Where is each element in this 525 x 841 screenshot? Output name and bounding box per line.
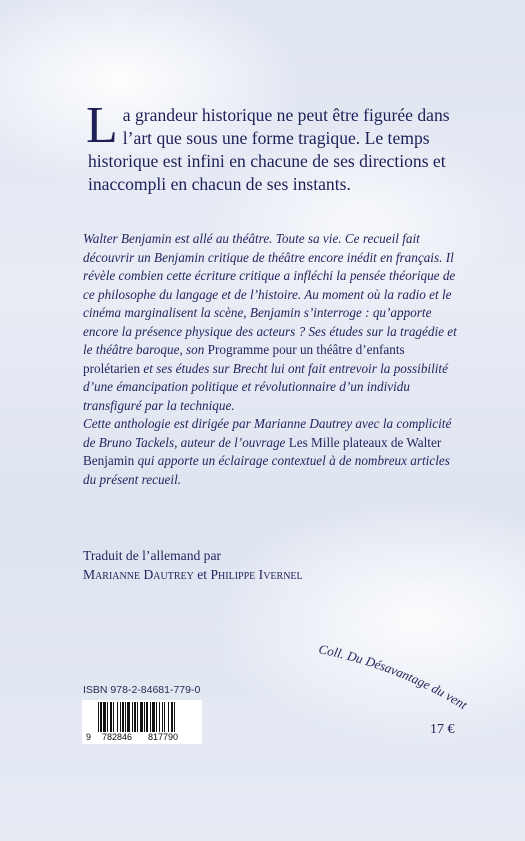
svg-text:Coll. Du Désavantage du vent — [317, 641, 470, 712]
barcode-bar — [146, 702, 148, 732]
work-title-programme: Programme pour un théâtre d’enfants prolétarien — [83, 342, 405, 376]
collection-arc-text — [300, 625, 500, 725]
book-description — [83, 230, 465, 489]
barcode-bar — [137, 702, 138, 732]
barcode-bar — [134, 702, 136, 732]
barcode-bar — [122, 702, 124, 732]
isbn-label: ISBN 978-2-84681-779-0 — [83, 684, 201, 696]
collection-label: Coll. Du Désavantage du vent — [317, 641, 471, 713]
epigraph-text: a grandeur historique ne peut être figurée dans l’art que sous une forme tragique. Le temps historique est infini en chacune de ses directions et inaccompli en chacun de ses instants. — [88, 105, 450, 194]
barcode-bar — [168, 702, 169, 732]
barcode-bar — [125, 702, 126, 732]
barcode-bar — [162, 702, 163, 732]
barcode-bar — [103, 702, 106, 732]
barcode-bars — [98, 702, 190, 732]
barcode-bar — [110, 702, 112, 732]
translated-from-label: Traduit de l’allemand par — [83, 548, 222, 563]
barcode-bar — [164, 702, 165, 732]
translators: Marianne Dautrey et Philippe Ivernel — [83, 567, 303, 582]
description-paragraph-1: Walter Benjamin est allé au théâtre. Toute sa vie. Ce recueil fait découvrir un Benjamin critique de théâtre encore inédit en français. Il révèle combien cette écriture critique a infléchi la pensée théorique de ce philosophe du langage et de l’histoire. Au moment où la radio et le cinéma marginalisent la scène, Benjamin s’interroge : qu’apporte encore la présence physique des acteurs ? Ses études sur la tragédie et le théâtre baroque, son Programme pour un théâtre d’enfants prolétarien et ses études sur Brecht lui ont fait entrevoir la possibilité d’une émancipation politique et révolutionnaire d’un individu transfiguré par la technique. — [83, 231, 457, 413]
translator-name: Marianne Dautrey — [83, 567, 194, 582]
price: 17 € — [430, 722, 455, 737]
translator-name: Philippe Ivernel — [210, 567, 303, 582]
description-paragraph-2: Cette anthologie est dirigée par Marianne Dautrey avec la complicité de Bruno Tackels, auteur de l’ouvrage Les Mille plateaux de Walter Benjamin qui apporte un éclairage contextuel à de nombreux articles du présent recueil. — [83, 416, 452, 487]
barcode-bar — [156, 702, 157, 732]
translation-credits — [83, 546, 443, 584]
work-title-mille-plateaux: Les Mille plateaux de Walter Benjamin — [83, 434, 442, 468]
barcode-bar — [100, 702, 102, 732]
barcode-bar — [120, 702, 121, 732]
barcode-bar — [127, 702, 130, 732]
barcode-bar — [98, 702, 99, 732]
barcode-bar — [107, 702, 108, 732]
barcode-bar — [132, 702, 133, 732]
barcode: 9 782846 817790 — [82, 700, 202, 744]
drop-cap: L — [86, 97, 118, 154]
epigraph-quote — [86, 97, 468, 196]
barcode-bar — [113, 702, 114, 732]
barcode-bar — [152, 702, 155, 732]
barcode-bar — [171, 702, 173, 732]
barcode-bar — [150, 702, 151, 732]
barcode-bar — [144, 702, 145, 732]
barcode-bar — [140, 702, 143, 732]
barcode-bar — [174, 702, 175, 732]
barcode-bar — [117, 702, 118, 732]
barcode-bar — [159, 702, 160, 732]
collection-name — [300, 625, 500, 725]
